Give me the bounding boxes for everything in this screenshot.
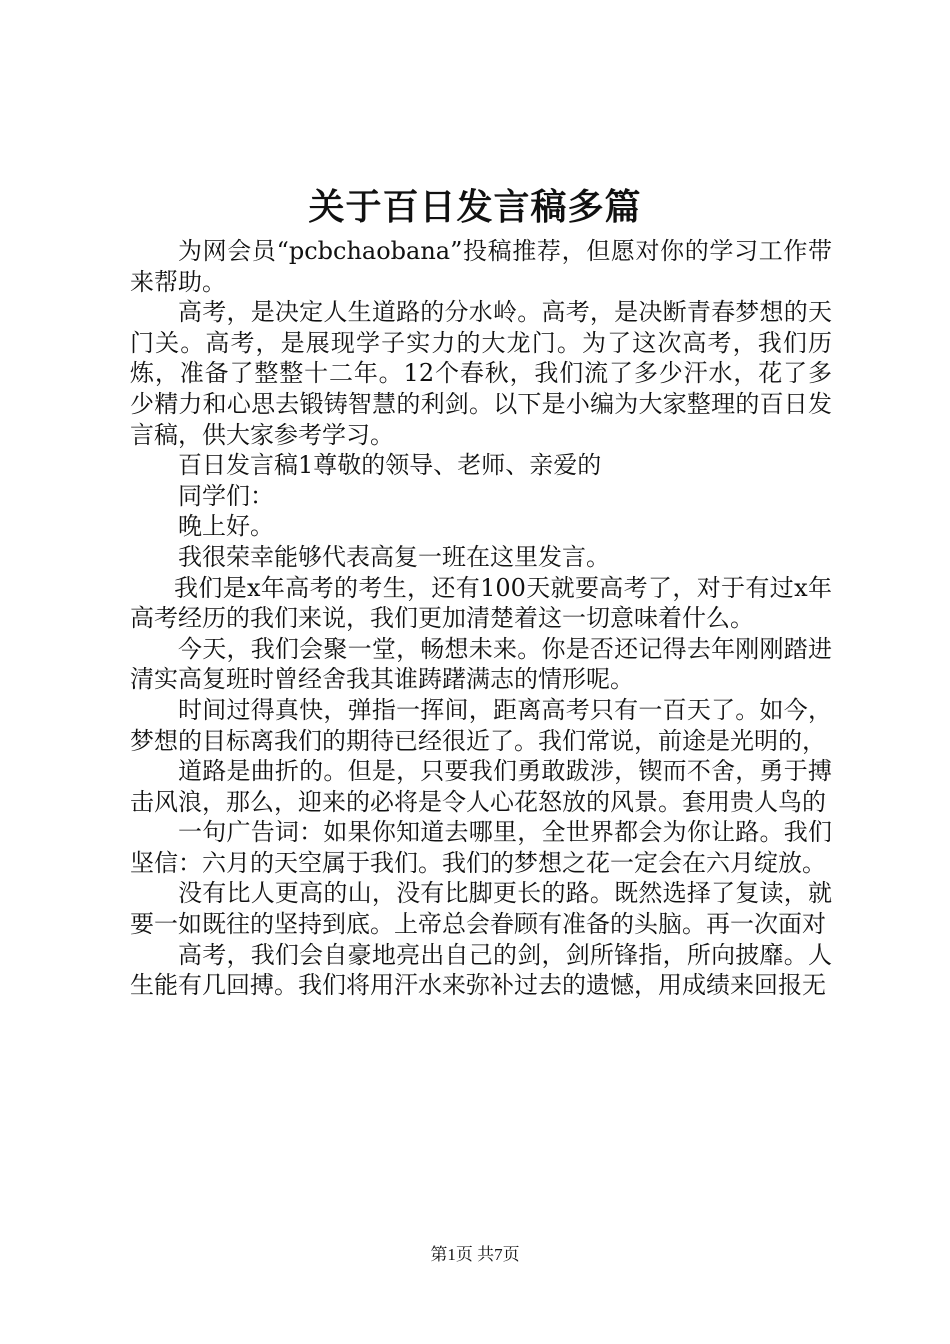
paragraph: 同学们： <box>178 481 274 510</box>
paragraph: 没有比人更高的山，没有比脚更长的路。既然选择了复读，就要一如既往的坚持到底。上帝总会眷顾有准备的头脑。再一次面对 <box>130 879 832 939</box>
paragraph: 我们是x年高考的考生，还有100天就要高考了，对于有过x年高考经历的我们来说，我们更加清楚着这一切意味着什么。 <box>130 573 832 633</box>
paragraph: 为网会员“pcbchaobana”投稿推荐，但愿对你的学习工作带来帮助。 <box>130 237 832 296</box>
document-title: 关于百日发言稿多篇 <box>308 186 642 228</box>
paragraph: 今天，我们会聚一堂，畅想未来。你是否还记得去年刚刚踏进清实高复班时曾经舍我其谁踌躇满志的情形呢。 <box>130 634 832 694</box>
paragraph: 百日发言稿1尊敬的领导、老师、亲爱的 <box>178 451 602 480</box>
page-footer: 第1页 共7页 <box>430 1245 520 1264</box>
paragraph: 晚上好。 <box>178 512 274 541</box>
paragraph: 一句广告词：如果你知道去哪里，全世界都会为你让路。我们坚信：六月的天空属于我们。我们的梦想之花一定会在六月绽放。 <box>130 818 832 877</box>
paragraph: 高考，我们会自豪地亮出自己的剑，剑所锋指，所向披靡。人生能有几回搏。我们将用汗水来弥补过去的遗憾，用成绩来回报无 <box>130 940 832 1000</box>
paragraph: 高考，是决定人生道路的分水岭。高考，是决断青春梦想的天门关。高考，是展现学子实力的大龙门。为了这次高考，我们历炼，准备了整整十二年。12个春秋，我们流了多少汗水，花了多少精力和心思去锻铸智慧的利剑。以下是小编为大家整理的百日发言稿，供大家参考学习。 <box>130 298 832 449</box>
paragraph: 时间过得真快，弹指一挥间，距离高考只有一百天了。如今，梦想的目标离我们的期待已经很近了。我们常说，前途是光明的， <box>130 695 832 755</box>
document-body <box>130 236 832 1001</box>
paragraph: 我很荣幸能够代表高复一班在这里发言。 <box>178 542 610 571</box>
paragraph: 道路是曲折的。但是，只要我们勇敢跋涉，锲而不舍，勇于搏击风浪，那么，迎来的必将是令人心花怒放的风景。套用贵人鸟的 <box>130 757 832 816</box>
